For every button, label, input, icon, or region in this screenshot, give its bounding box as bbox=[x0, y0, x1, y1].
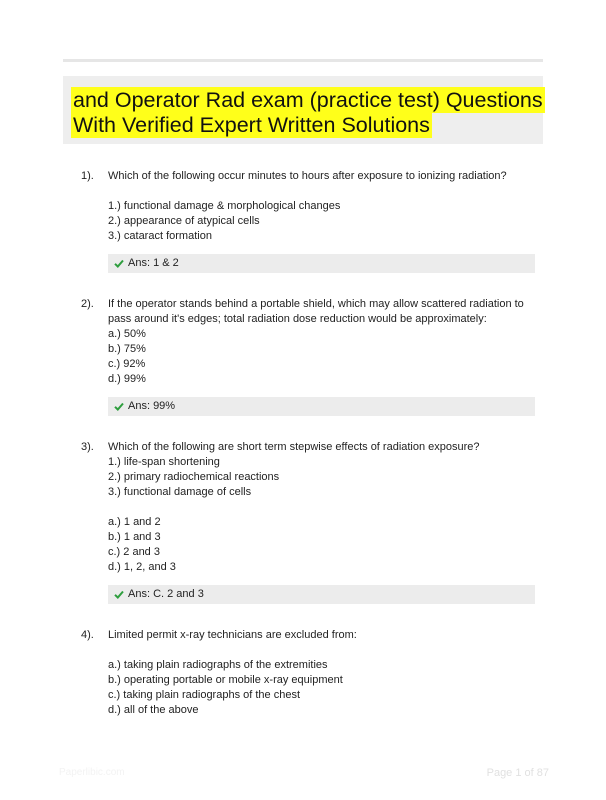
answer-box bbox=[108, 397, 535, 416]
title-box bbox=[63, 76, 543, 144]
footer-watermark: Paperlibic.com bbox=[59, 767, 125, 778]
question-number: 3). bbox=[81, 441, 94, 453]
question-text: 3.) functional damage of cells bbox=[108, 486, 252, 498]
option: d.) 1, 2, and 3 bbox=[108, 561, 176, 573]
option: 2.) appearance of atypical cells bbox=[108, 215, 260, 227]
question-text: Which of the following occur minutes to hours after exposure to ionizing radiation? bbox=[108, 170, 507, 182]
option: 3.) cataract formation bbox=[108, 230, 212, 242]
option: d.) 99% bbox=[108, 373, 146, 385]
option: c.) 92% bbox=[108, 358, 146, 370]
question-body bbox=[108, 628, 518, 718]
page-number: Page 1 of 87 bbox=[486, 767, 549, 779]
question-text: Limited permit x-ray technicians are excluded from: bbox=[108, 629, 357, 641]
question-number: 4). bbox=[81, 629, 94, 641]
option: a.) taking plain radiographs of the extremities bbox=[108, 659, 328, 671]
option: c.) taking plain radiographs of the chest bbox=[108, 689, 301, 701]
title-line-2: With Verified Expert Written Solutions bbox=[73, 113, 430, 137]
question-text: 2.) primary radiochemical reactions bbox=[108, 471, 280, 483]
option: a.) 50% bbox=[108, 328, 146, 340]
answer-text: Ans: 99% bbox=[128, 400, 176, 412]
top-rule bbox=[63, 59, 543, 62]
question-number: 1). bbox=[81, 170, 94, 182]
question-body bbox=[108, 297, 524, 387]
question-number: 2). bbox=[81, 298, 94, 310]
option: 1.) functional damage & morphological changes bbox=[108, 200, 341, 212]
question-body bbox=[108, 440, 518, 575]
option: c.) 2 and 3 bbox=[108, 546, 160, 558]
check-icon bbox=[114, 402, 124, 411]
question-body bbox=[108, 169, 518, 244]
question-text: If the operator stands behind a portable shield, which may allow scattered radiation to bbox=[108, 298, 524, 310]
title-line-1: and Operator Rad exam (practice test) Questions bbox=[73, 88, 543, 112]
check-icon bbox=[114, 259, 124, 268]
question-text: pass around it's edges; total radiation dose reduction would be approximately: bbox=[108, 313, 487, 325]
option: b.) 1 and 3 bbox=[108, 531, 161, 543]
option: d.) all of the above bbox=[108, 704, 199, 716]
answer-box bbox=[108, 585, 535, 604]
answer-box bbox=[108, 254, 535, 273]
check-icon bbox=[114, 590, 124, 599]
option: b.) operating portable or mobile x-ray equipment bbox=[108, 674, 343, 686]
question-text: Which of the following are short term stepwise effects of radiation exposure? bbox=[108, 441, 480, 453]
answer-text: Ans: 1 & 2 bbox=[128, 257, 179, 269]
option: a.) 1 and 2 bbox=[108, 516, 161, 528]
question-text: 1.) life-span shortening bbox=[108, 456, 220, 468]
option: b.) 75% bbox=[108, 343, 146, 355]
answer-text: Ans: C. 2 and 3 bbox=[128, 588, 204, 600]
